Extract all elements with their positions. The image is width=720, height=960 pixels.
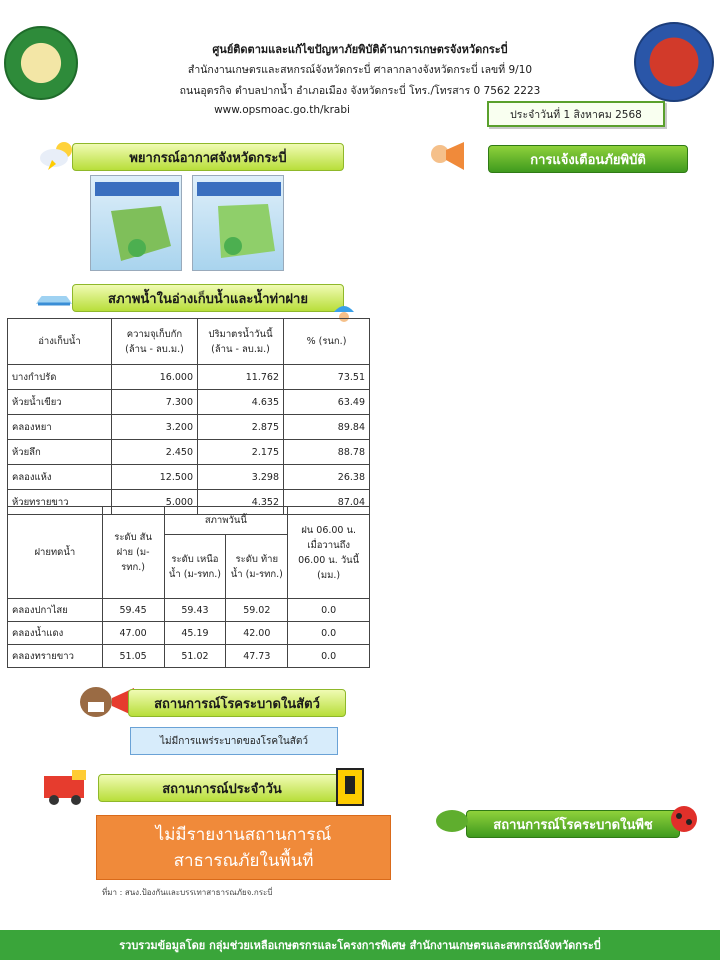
disaster-prevention-logo-icon xyxy=(336,768,364,806)
reservoir-col-capacity: ความจุเก็บกัก (ล้าน - ลบ.ม.) xyxy=(112,319,198,365)
weir-col-today: สภาพวันนี้ xyxy=(164,507,288,535)
weir-table xyxy=(7,506,370,668)
reservoir-col-volume: ปริมาตรน้ำวันนี้ (ล้าน - ลบ.ม.) xyxy=(198,319,284,365)
daily-source: ที่มา : สนง.ป้องกันและบรรเทาสาธารณภัยจ.กระบี่ xyxy=(102,888,273,897)
weir-col-upstream: ระดับ เหนือน้ำ (ม-รทก.) xyxy=(164,535,226,599)
header-website[interactable]: www.opsmoac.go.th/krabi xyxy=(214,104,350,116)
daily-status-line-1: ไม่มีรายงานสถานการณ์ xyxy=(155,825,332,845)
weir-col-name: ฝายทดน้ำ xyxy=(8,507,103,599)
header-office: สำนักงานเกษตรและสหกรณ์จังหวัดกระบี่ ศาลากลางจังหวัดกระบี่ เลขที่ 9/10 xyxy=(187,64,533,76)
cloud-lightning-icon xyxy=(38,140,76,170)
leaf-icon xyxy=(434,806,470,836)
dam-icon xyxy=(34,274,74,310)
table-row: ห้วยลึก 2.450 2.175 88.78 xyxy=(8,440,370,465)
header-title: ศูนย์ติดตามและแก้ไขปัญหาภัยพิบัติด้านการเกษตรจังหวัดกระบี่ xyxy=(212,43,508,56)
header-address: ถนนอุตรกิจ ตำบลปากน้ำ อำเภอเมือง จังหวัดกระบี่ โทร./โทรสาร 0 7562 2223 xyxy=(179,85,541,97)
table-row: คลองหยา 3.200 2.875 89.84 xyxy=(8,415,370,440)
reservoir-col-name: อ่างเก็บน้ำ xyxy=(8,319,112,365)
weather-banner: พยากรณ์อากาศจังหวัดกระบี่ xyxy=(72,143,344,171)
animal-banner: สถานการณ์โรคระบาดในสัตว์ xyxy=(128,689,346,717)
table-row: ห้วยทรายขาว 5.000 4.352 87.04 xyxy=(8,490,370,515)
footer: รวบรวมข้อมูลโดย กลุ่มช่วยเหลือเกษตรกรและโครงการพิเศษ สำนักงานเกษตรและสหกรณ์จังหวัดกระบี่ xyxy=(0,930,720,960)
weir-col-crest: ระดับ สันฝาย (ม-รทก.) xyxy=(102,507,164,599)
table-row: ห้วยน้ำเขียว 7.300 4.635 63.49 xyxy=(8,390,370,415)
water-banner: สภาพน้ำในอ่างเก็บน้ำและน้ำท่าฝาย xyxy=(72,284,344,312)
alert-banner: การแจ้งเตือนภัยพิบัติ xyxy=(488,145,688,173)
table-row: คลองทรายขาว 51.05 51.02 47.73 0.0 xyxy=(8,645,370,668)
report-date: ประจำวันที่ 1 สิงหาคม 2568 xyxy=(487,101,665,127)
animal-status: ไม่มีการแพร่ระบาดของโรคในสัตว์ xyxy=(130,727,338,755)
weir-col-downstream: ระดับ ท้ายน้ำ (ม-รทก.) xyxy=(226,535,288,599)
header xyxy=(0,0,720,135)
daily-status-box xyxy=(96,815,391,880)
weather-map-2 xyxy=(192,175,284,271)
fire-truck-icon xyxy=(42,764,98,806)
daily-status-line-2: สาธารณภัยในพื้นที่ xyxy=(173,851,314,871)
plant-banner: สถานการณ์โรคระบาดในพืช xyxy=(466,810,680,838)
ladybug-icon xyxy=(668,802,700,834)
table-row: บางกำปรัด 16.000 11.762 73.51 xyxy=(8,365,370,390)
table-row: คลองน้ำแดง 47.00 45.19 42.00 0.0 xyxy=(8,622,370,645)
reservoir-table xyxy=(7,318,370,515)
cow-megaphone-icon xyxy=(74,680,136,722)
table-row: คลองปกาไสย 59.45 59.43 59.02 0.0 xyxy=(8,599,370,622)
daily-banner: สถานการณ์ประจำวัน xyxy=(98,774,346,802)
reservoir-col-percent: % (รนก.) xyxy=(284,319,370,365)
weir-col-rain: ฝน 06.00 น. เมื่อวานถึง 06.00 น. วันนี้ (มม.) xyxy=(288,507,370,599)
table-row: คลองแห้ง 12.500 3.298 26.38 xyxy=(8,465,370,490)
megaphone-girl-icon xyxy=(428,140,466,176)
weather-map-1 xyxy=(90,175,182,271)
